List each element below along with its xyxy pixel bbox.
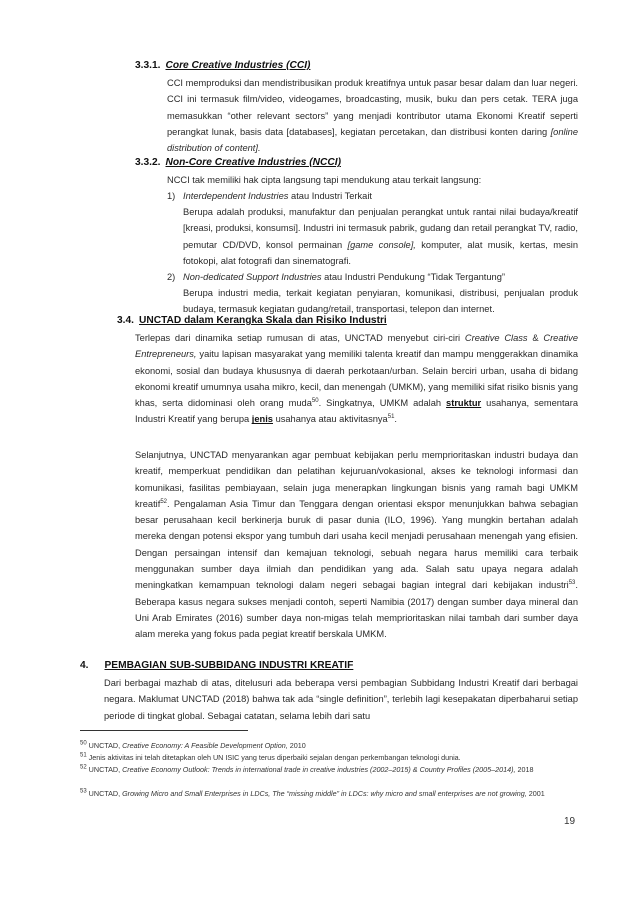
footnote-ref[interactable]: 51 [387, 414, 395, 421]
list-item-1-body: Berupa adalah produksi, manufaktur dan penjualan perangkat untuk rantai nilai budaya/kreatif [kreasi, produksi, konsumsi]. Industri ini termasuk pabrik, gudang dan retail perangkat TV, radio, pemutar CD/DVD, konsol permainan [game console], komputer, alat musik, kertas, mesin fotokopi, alat fotografi dan sinematografi. [183, 207, 578, 266]
heading-3-4 [117, 314, 577, 328]
heading-title: Non-Core Creative Industries (NCCI) [165, 157, 341, 168]
paragraph-unctad-2: Selanjutnya, UNCTAD menyarankan agar pembuat kebijakan perlu memprioritaskan industri budaya dan kreatif, memperkuat pendidikan dan pelatihan kejuruan/vokasional, akses ke teknologi informasi dan komunikasi, fasilitas pembiayaan, selain juga menerapkan lingkungan bisnis yang ramah bagi UMKM kreatif$^{52}$. Pengalaman Asia Timur dan Tenggara dengan orientasi ekspor menunjukkan bahwa sebagian besar perusahaan kecil berkinerja buruk di pasar dunia (ILO, 1996). Yang mungkin bertahan adalah mereka dengan potensi ekspor yang tumbuh dari usaha kecil menjadi perusahaan menengah yang efisien. Dengan persaingan intensif dan kemajuan teknologi, sebuah negara harus memiliki cara terbaik menggunakan sumber daya ilmiah dan pendidikan yang ada. Salah satu upaya negara adalah meningkatkan kemampuan teknologi dalam negeri sebagai bagian integral dari kebijakan industri$^{53}$. Beberapa kasus negara sukses menjadi contoh, seperti Namibia (2017) dengan sumber daya mineral dan Uni Arab Emirates (2016) sumber daya non-migas telah memprioritaskan nilai tambah dari sumber daya alam mereka yang fokus pada pegiat kreatif berskala UMKM. [135, 450, 578, 640]
footnote-50: $^{50}$ UNCTAD, Creative Economy: A Feasible Development Option, 2010 [80, 740, 306, 750]
list-item-2-body: Berupa industri media, terkait kegiatan penyiaran, komunikasi, distribusi, penjualan produk budaya, termasuk kegiatan gudang/retail, transportasi, telepon dan internet. [183, 288, 578, 315]
footnote-divider [80, 730, 248, 731]
heading-number: 3.3.1. [135, 60, 161, 71]
heading-title: PEMBAGIAN SUB-SUBBIDANG INDUSTRI KREATIF [104, 660, 354, 671]
footnote-ref[interactable]: 50 [311, 398, 319, 405]
heading-title: UNCTAD dalam Kerangka Skala dan Risiko Industri [139, 315, 387, 326]
heading-title: Core Creative Industries (CCI) [165, 60, 311, 71]
heading-number: 3.3.2. [135, 157, 161, 168]
footnote-ref[interactable]: 53 [568, 580, 576, 587]
footnote-ref[interactable]: 52 [160, 498, 168, 505]
footnote-51: $^{51}$ Jenis aktivitas ini telah ditetapkan oleh UN ISIC yang terus diperbaiki sejalan dengan perkembangan teknologi dunia. [80, 752, 461, 762]
heading-4 [80, 659, 580, 673]
heading-3-3-1 [135, 59, 585, 73]
footnote-52: $^{52}$ UNCTAD, Creative Economy Outlook: Trends in international trade in creative industries (2002–2015) & Country Profiles (2005–2014), 2018 [80, 764, 534, 774]
paragraph-subbidang: Dari berbagai mazhab di atas, ditelusuri ada beberapa versi pembagian Subbidang Industri Kreatif dari berbagai negara. Maklumat UNCTAD (2018) bahwa tak ada “single definition”, terlebih lagi kesepakatan diperbaharui setiap periode di tingkat global. Sebagai catatan, selama lebih dari satu [104, 678, 578, 721]
heading-number: 3.4. [117, 315, 134, 326]
heading-3-3-2 [135, 156, 585, 170]
list-item-2-title: 2) Non-dedicated Support Industries atau Industri Pendukung “Tidak Tergantung” [167, 272, 505, 282]
paragraph-unctad-1: Terlepas dari dinamika setiap rumusan di atas, UNCTAD menyebut ciri-ciri Creative Class & Creative Entrepreneurs, yaitu lapisan masyarakat yang memiliki talenta kreatif dan mampu menggerakkan dinamika ekonomi, sosial dan budaya khususnya di daerah perkotaan/urban. Selain berciri urban, usaha di bidang ekonomi kreatif umumnya usaha mikro, kecil, dan menengah (UMKM), yang memiliki sifat risiko bisnis yang khas, serta didominasi oleh orang muda$^{50}$. Singkatnya, UMKM adalah struktur usahanya, sementara Industri Kreatif yang berupa jenis usahanya atau aktivitasnya$^{51}$. [135, 333, 578, 425]
page-number: 19 [564, 816, 576, 827]
paragraph-cci: CCI memproduksi dan mendistribusikan produk kreatifnya untuk pasar besar dalam dan luar negeri. CCI ini termasuk film/video, videogames, broadcasting, musik, buku dan pers cetak. TERA juga memasukkan “other relevant sectors” yang menjadi kontributor utama Ekonomi Kreatif seperti perangkat lunak, basis data [databases], kegiatan percetakan, dan distribusi konten daring [online distribution of content]. [167, 78, 578, 154]
footnote-53: $^{53}$ UNCTAD, Growing Micro and Small Enterprises in LDCs, The “missing middle” in LDCs: why micro and small enterprises are not growing, 2001 [80, 788, 545, 798]
list-item-1-title: 1) Interdependent Industries atau Industri Terkait [167, 191, 372, 201]
paragraph-ncci-intro: NCCI tak memiliki hak cipta langsung tapi mendukung atau terkait langsung: [167, 175, 482, 185]
heading-number: 4. [80, 660, 89, 671]
